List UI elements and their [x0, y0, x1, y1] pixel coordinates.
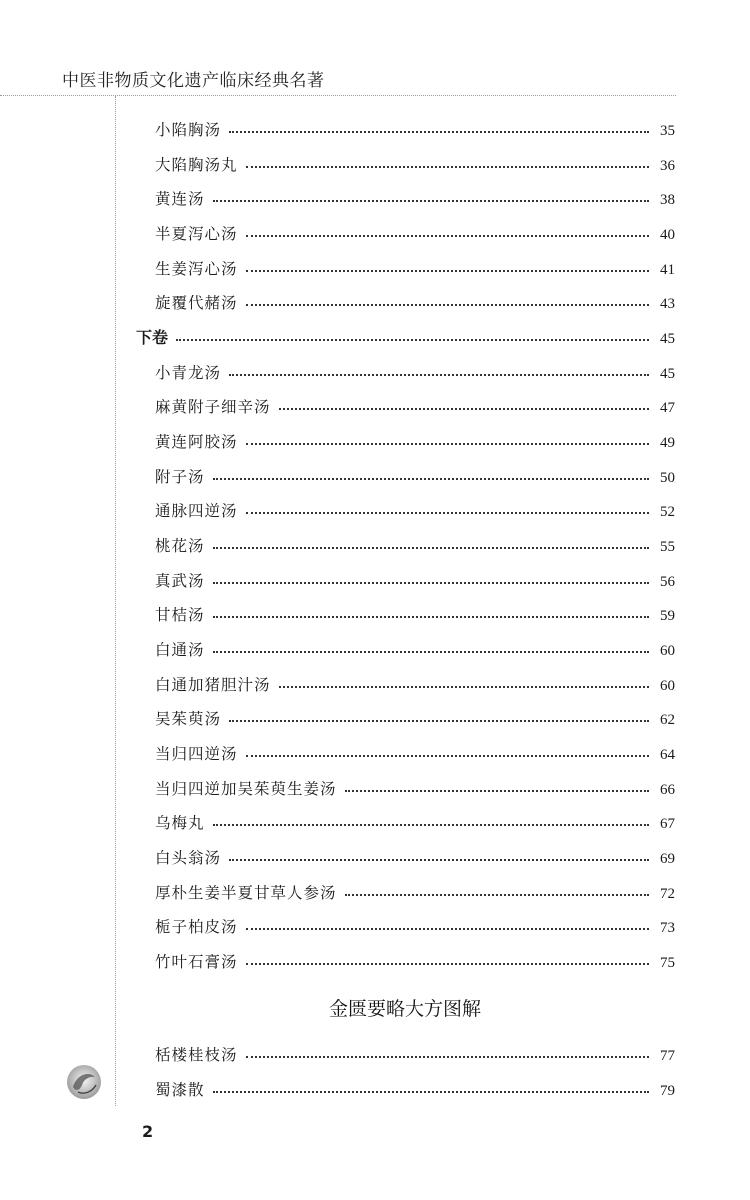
- toc-page: 59: [660, 608, 675, 624]
- dot-leader: [229, 374, 649, 376]
- toc-title: 小陷胸汤: [155, 121, 222, 139]
- toc-title: 白通汤: [155, 641, 205, 659]
- page-number: 2: [142, 1122, 154, 1141]
- toc-entry[interactable]: [155, 530, 675, 556]
- toc-page: 49: [660, 435, 675, 451]
- dot-leader: [246, 928, 649, 930]
- toc-title: 当归四逆汤: [155, 745, 238, 763]
- toc-page: 64: [660, 747, 675, 763]
- toc-title: 旋覆代赭汤: [155, 294, 238, 312]
- toc-page: 47: [660, 400, 675, 416]
- toc-part-entry[interactable]: [136, 322, 675, 348]
- toc-page: 60: [660, 643, 675, 659]
- toc-entry[interactable]: [155, 738, 675, 764]
- toc-title: 小青龙汤: [155, 364, 222, 382]
- toc-page: 45: [660, 366, 675, 382]
- toc-entry[interactable]: [155, 495, 675, 521]
- dot-leader: [176, 339, 649, 341]
- toc-entry[interactable]: [155, 842, 675, 868]
- dot-leader: [345, 790, 649, 792]
- toc-entry[interactable]: [155, 287, 675, 313]
- toc-page: 66: [660, 782, 675, 798]
- dot-leader: [213, 616, 649, 618]
- toc-title: 半夏泻心汤: [155, 225, 238, 243]
- dot-leader: [213, 478, 649, 480]
- margin-rule: [115, 96, 116, 1106]
- toc-title: 栝楼桂枝汤: [155, 1046, 238, 1064]
- toc-entry[interactable]: [155, 1074, 675, 1100]
- dot-leader: [213, 547, 649, 549]
- toc-entry[interactable]: [155, 599, 675, 625]
- toc-page: 45: [660, 331, 675, 347]
- crane-logo-icon: [64, 1062, 104, 1102]
- toc-title: 附子汤: [155, 468, 205, 486]
- toc-entry[interactable]: [155, 426, 675, 452]
- toc-page: 43: [660, 296, 675, 312]
- toc-entry[interactable]: [155, 149, 675, 175]
- dot-leader: [246, 755, 649, 757]
- toc-entry[interactable]: [155, 877, 675, 903]
- dot-leader: [213, 200, 649, 202]
- toc-page: 79: [660, 1083, 675, 1099]
- toc-entry[interactable]: [155, 253, 675, 279]
- dot-leader: [213, 824, 649, 826]
- section-heading: 金匮要略大方图解: [328, 998, 481, 1020]
- toc-page: 73: [660, 920, 675, 936]
- toc-page: 72: [660, 886, 675, 902]
- toc-entry[interactable]: [155, 357, 675, 383]
- toc-page: 50: [660, 470, 675, 486]
- toc-page: 69: [660, 851, 675, 867]
- toc-title: 白通加猪胆汁汤: [155, 676, 271, 694]
- dot-leader: [246, 235, 649, 237]
- toc-page: 36: [660, 158, 675, 174]
- toc-title: 吴茱萸汤: [155, 710, 222, 728]
- toc-page: 52: [660, 504, 675, 520]
- toc-title: 甘桔汤: [155, 606, 205, 624]
- toc-entry[interactable]: [155, 703, 675, 729]
- dot-leader: [213, 1091, 649, 1093]
- toc-entry[interactable]: [155, 1039, 675, 1065]
- toc-title: 蜀漆散: [155, 1081, 205, 1099]
- toc-page: 38: [660, 192, 675, 208]
- toc-entry[interactable]: [155, 565, 675, 591]
- dot-leader: [213, 651, 649, 653]
- toc-title: 竹叶石膏汤: [155, 953, 238, 971]
- header-rule: [0, 95, 676, 96]
- toc-title: 黄连阿胶汤: [155, 433, 238, 451]
- toc-title: 大陷胸汤丸: [155, 156, 238, 174]
- dot-leader: [246, 166, 649, 168]
- dot-leader: [229, 859, 649, 861]
- toc-page: 60: [660, 678, 675, 694]
- toc-title: 栀子柏皮汤: [155, 918, 238, 936]
- toc-title: 麻黄附子细辛汤: [155, 398, 271, 416]
- toc-entry[interactable]: [155, 807, 675, 833]
- toc-entry[interactable]: [155, 773, 675, 799]
- toc-title: 厚朴生姜半夏甘草人参汤: [155, 884, 337, 902]
- dot-leader: [246, 963, 649, 965]
- toc-entry[interactable]: [155, 114, 675, 140]
- toc-title: 生姜泻心汤: [155, 260, 238, 278]
- toc-title: 乌梅丸: [155, 814, 205, 832]
- dot-leader: [246, 512, 649, 514]
- toc-entry[interactable]: [155, 634, 675, 660]
- toc-page: 56: [660, 574, 675, 590]
- dot-leader: [279, 686, 649, 688]
- toc-title: 白头翁汤: [155, 849, 222, 867]
- running-head: 中医非物质文化遗产临床经典名著: [62, 71, 325, 91]
- toc-page: 35: [660, 123, 675, 139]
- toc-part-title: 下卷: [136, 328, 169, 347]
- toc-page: 77: [660, 1048, 675, 1064]
- dot-leader: [279, 408, 649, 410]
- dot-leader: [246, 304, 649, 306]
- toc-entry[interactable]: [155, 946, 675, 972]
- toc-entry[interactable]: [155, 911, 675, 937]
- toc-page: 41: [660, 262, 675, 278]
- dot-leader: [246, 1056, 649, 1058]
- dot-leader: [229, 131, 649, 133]
- toc-page: 55: [660, 539, 675, 555]
- dot-leader: [246, 270, 649, 272]
- toc-page: 75: [660, 955, 675, 971]
- toc-title: 通脉四逆汤: [155, 502, 238, 520]
- toc-entry[interactable]: [155, 391, 675, 417]
- toc-page: 40: [660, 227, 675, 243]
- toc-title: 桃花汤: [155, 537, 205, 555]
- toc-title: 黄连汤: [155, 190, 205, 208]
- toc-entry[interactable]: [155, 461, 675, 487]
- dot-leader: [229, 720, 649, 722]
- toc-entry[interactable]: [155, 183, 675, 209]
- dot-leader: [345, 894, 649, 896]
- toc-entry[interactable]: [155, 218, 675, 244]
- dot-leader: [246, 443, 649, 445]
- toc-page: 67: [660, 816, 675, 832]
- toc-title: 真武汤: [155, 572, 205, 590]
- dot-leader: [213, 582, 649, 584]
- toc-title: 当归四逆加吴茱萸生姜汤: [155, 780, 337, 798]
- toc-page: 62: [660, 712, 675, 728]
- toc-entry[interactable]: [155, 669, 675, 695]
